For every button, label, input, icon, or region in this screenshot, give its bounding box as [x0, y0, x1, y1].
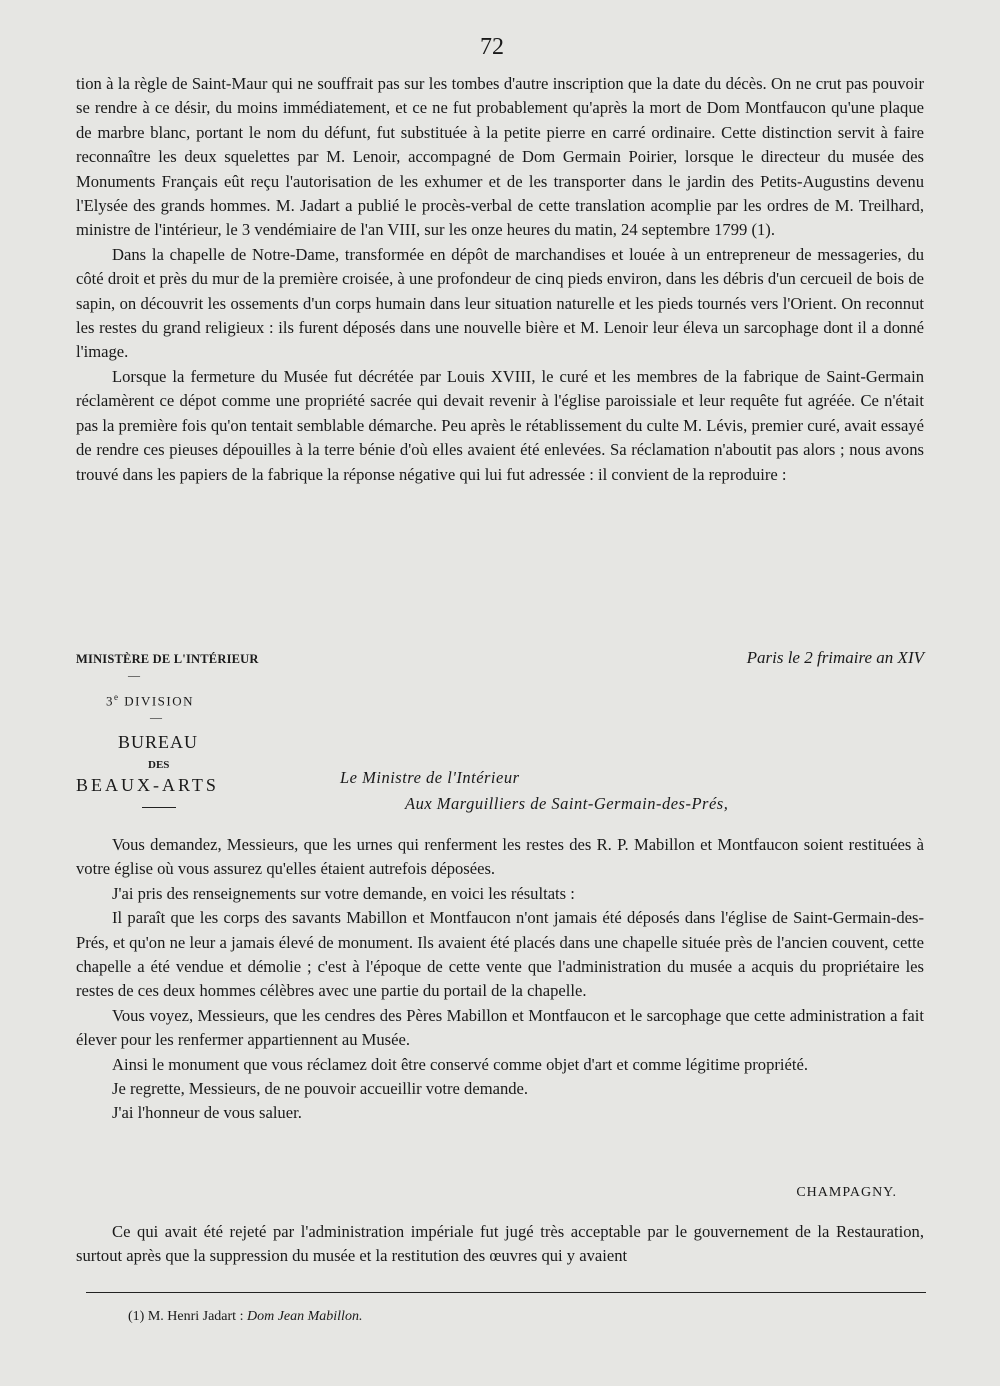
ministry-heading: MINISTÈRE DE L'INTÉRIEUR: [76, 652, 259, 666]
addressee-line: Aux Marguilliers de Saint-Germain-des-Prés,: [405, 794, 729, 813]
paragraph: Dans la chapelle de Notre-Dame, transformée en dépôt de marchandises et louée à un entrepreneur de messageries, du côté droit et près du mur de la première croisée, à une profondeur de cinq pieds environ, dans les débris d'un cercueil de bois de sapin, on découvrit les ossements d'un corps humain dans leur situation naturelle et les pieds tournés vers l'Orient. On reconnut les restes du grand religieux : ils furent déposés dans une nouvelle bière et M. Lenoir leur éleva un sarcophage dont il a donné l'image.: [76, 244, 924, 362]
paragraph: Lorsque la fermeture du Musée fut décrétée par Louis XVIII, le curé et les membres de la fabrique de Saint-Germain réclamèrent ce dépot comme une propriété sacrée qui devait revenir à l'église paroissiale et leur requête fut agréée. Ce n'était pas la première fois qu'on tentait semblable démarche. Peu après le rétablissement du culte M. Lévis, premier curé, avait essayé de rendre ces pieuses dépouilles à la terre bénie d'où elles avaient été enlevées. Sa réclamation n'aboutit pas alors ; nous avons trouvé dans les papiers de la fabrique la réponse négative qui lui fut adressée : il convient de la reproduire :: [76, 366, 924, 484]
letter-paragraph: J'ai pris des renseignements sur votre demande, en voici les résultats :: [112, 883, 575, 903]
letter-paragraph: Je regrette, Messieurs, de ne pouvoir accueillir votre demande.: [112, 1079, 529, 1099]
body-text-top: [76, 72, 924, 487]
division-label: [106, 692, 194, 709]
beaux-arts-label: BEAUX-ARTS: [76, 775, 219, 795]
footnote-title: Dom Jean Mabillon.: [246, 1309, 363, 1324]
letter-body: [76, 833, 924, 1126]
short-rule: [142, 807, 176, 808]
minister-line: Le Ministre de l'Intérieur: [340, 768, 520, 787]
division-word: DIVISION: [119, 693, 195, 709]
letter-date: Paris le 2 frimaire an XIV: [746, 648, 924, 667]
division-number: 3: [106, 693, 114, 709]
separator-dash: —: [150, 710, 162, 724]
letter-paragraph: Ainsi le monument que vous réclamez doit être conservé comme objet d'art et comme légitime propriété.: [112, 1054, 809, 1074]
page-number: 72: [480, 34, 504, 60]
paragraph: tion à la règle de Saint-Maur qui ne souffrait pas sur les tombes d'autre inscription que la date du décès. On ne crut pas pouvoir se rendre à ce désir, du moins immédiatement, et ce ne fut probablement qu'après la mort de Dom Montfaucon qu'une plaque de marbre blanc, portant le nom du défunt, fut substituée à la petite pierre en carré ordinaire. Cette distinction servit à faire reconnaître les deux squelettes par M. Lenoir, accompagné de Dom Germain Poirier, lorsque le directeur du musée des Monuments Français eût reçu l'autorisation de les exhumer et de les transporter dans le jardin des Petits-Augustins devenu l'Elysée des grands hommes. M. Jadart a publié le procès-verbal de cette translation acomplie par les ordres de M. Treilhard, ministre de l'intérieur, le 3 vendémiaire de l'an VIII, sur les onze heures du matin, 24 septembre 1799 (1).: [76, 74, 924, 240]
des-label: DES: [148, 759, 170, 771]
signature: CHAMPAGNY.: [796, 1185, 897, 1200]
letter-paragraph: Vous demandez, Messieurs, que les urnes qui renferment les restes des R. P. Mabillon et Montfaucon soient restituées à votre église où vous assurez qu'elles étaient autrefois déposées.: [76, 835, 924, 879]
footnote-rule: [86, 1292, 926, 1293]
letter-paragraph: Vous voyez, Messieurs, que les cendres des Pères Mabillon et Montfaucon et le sarcophage que cette administration a fait élever pour les renfermer appartiennent au Musée.: [76, 1005, 924, 1050]
paragraph: Ce qui avait été rejeté par l'administration impériale fut jugé très acceptable par le gouvernement de la Restauration, surtout après que la suppression du musée et la restitution des œuvres qui y avaient: [76, 1222, 924, 1266]
separator-dash: —: [128, 668, 140, 682]
footnote: [128, 1309, 362, 1325]
division-superscript: e: [114, 692, 120, 702]
letter-paragraph: Il paraît que les corps des savants Mabillon et Montfaucon n'ont jamais été déposés dans l'église de Saint-Germain-des-Prés, et qu'on ne leur a jamais élevé de monument. Ils avaient été placés dans une chapelle située près de l'ancien couvent, cette chapelle a été vendue et démolie ; c'est à l'époque de cette vente que l'administration du musée a acquis du propriétaire les restes de ces deux hommes célèbres avec une partie du portail de la chapelle.: [76, 908, 924, 1001]
bureau-label: BUREAU: [118, 732, 199, 752]
letter-paragraph: J'ai l'honneur de vous saluer.: [112, 1103, 302, 1123]
footnote-prefix: (1) M. Henri Jadart :: [128, 1309, 247, 1324]
body-text-bottom: [76, 1220, 924, 1269]
